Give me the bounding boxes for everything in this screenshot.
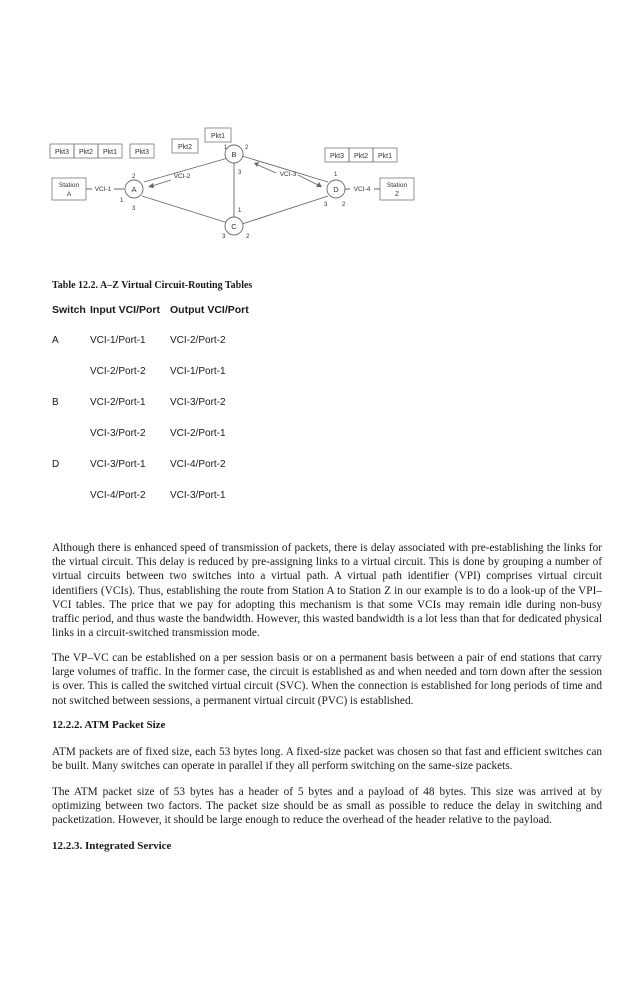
vci-label: VCI-2 [173,173,191,180]
switch-label: B [231,150,237,159]
packet-ab [172,139,198,153]
port-number: 1 [224,145,228,151]
switch-a [125,180,143,198]
packet-group-left [50,144,122,158]
table-cell-input: VCI-2/Port-2 [90,366,146,377]
port-number: 1 [334,172,338,178]
table-cell-output: VCI-1/Port-1 [170,366,226,377]
switch-b [225,145,243,163]
arrow-head [254,162,259,167]
port-number: 3 [132,206,136,212]
port-number: 2 [246,234,250,240]
section-heading: 12.2.3. Integrated Service [52,840,172,852]
table-cell-input: VCI-3/Port-1 [90,459,146,470]
packet-label: Pkt1 [102,149,118,156]
port-number: 3 [222,234,226,240]
arrow-vci [258,165,276,173]
vci-1-label [92,184,114,193]
vci-label: VCI-4 [353,186,371,193]
vci-label: VCI-1 [94,186,112,193]
vci-label: VCI-3 [279,171,297,178]
vci-4-label [350,184,374,193]
station-label: A [66,191,72,198]
switch-d [327,180,345,198]
body-paragraph: The VP–VC can be established on a per session basis or on a permanent basis between a pair of end stations that carry large volumes of traffic. In the former case, the circuit is established as and when needed and torn down after the session is over. This is called the switched virtual circuit (SVC). When the connection is established for long periods of time and not switched between sessions, a permanent virtual circuit (PVC) is established. [52,652,602,707]
port-number: 3 [238,170,242,176]
packet-label: Pkt2 [78,149,94,156]
table-header-output: Output VCI/Port [170,304,249,316]
station-label: Station [386,182,408,189]
station-z [380,178,414,200]
packet-label: Pkt1 [210,133,226,140]
table-header-input: Input VCI/Port [90,304,160,316]
port-number: 2 [342,202,346,208]
switch-label: A [131,185,137,194]
table-cell-output: VCI-2/Port-1 [170,428,226,439]
packet-label: Pkt2 [353,153,369,160]
switch-label: C [231,222,237,231]
port-number: 2 [132,174,136,180]
packet-b [205,128,231,142]
table-cell-output: VCI-2/Port-2 [170,335,226,346]
packet-label: Pkt2 [177,144,193,151]
table-cell-switch: D [52,459,60,470]
arrow-vci [152,180,171,186]
table-cell-input: VCI-3/Port-2 [90,428,146,439]
table-cell-switch: B [52,397,59,408]
table-cell-output: VCI-3/Port-1 [170,490,226,501]
arrow-vci [298,175,318,185]
packet-label: Pkt1 [377,153,393,160]
table-cell-output: VCI-3/Port-2 [170,397,226,408]
port-number: 3 [324,202,328,208]
table-cell-input: VCI-4/Port-2 [90,490,146,501]
packet-group-right [325,148,397,162]
link-switch-b-switch-d [242,156,328,182]
link-switch-c-switch-d [242,196,328,224]
station-label: Z [395,191,399,198]
switch-label: D [333,185,339,194]
port-number: 1 [120,198,124,204]
table-caption: Table 12.2. A–Z Virtual Circuit-Routing Tables [52,280,253,291]
table-cell-input: VCI-1/Port-1 [90,335,146,346]
body-paragraph: The ATM packet size of 53 bytes has a header of 5 bytes and a payload of 48 bytes. This size was arrived at by optimizing between two factors. The packet size should be as small as possible to reduce the delay in switching and packetization. However, it should be large enough to reduce the overhead of the header relative to the payload. [52,786,602,827]
arrow-head [148,183,154,188]
port-number: 2 [245,145,249,151]
switch-c [225,217,243,235]
table-cell-input: VCI-2/Port-1 [90,397,146,408]
vci-2-label [174,173,191,180]
packet-label: Pkt3 [54,149,70,156]
link-switch-a-switch-c [142,196,228,223]
station-a [52,178,86,200]
virtual-circuit-diagram [40,120,610,250]
packet-label: Pkt3 [329,153,345,160]
vci-3-label [280,171,297,178]
port-number: 1 [238,208,242,214]
station-label: Station [58,182,80,189]
packet-label: Pkt3 [134,149,150,156]
table-cell-switch: A [52,335,59,346]
body-paragraph: Although there is enhanced speed of transmission of packets, there is delay associated with pre-establishing the links for the virtual circuit. This delay is reduced by pre-assigning links to a virtual circuit. This is done by grouping a number of virtual circuits between two switches into a virtual path. A virtual path identifier (VPI) comprises virtual circuit identifiers (VCIs). Thus, establishing the route from Station A to Station Z in our example is to do a look-up of the VPI–VCI tables. The price that we pay for adopting this mechanism is that some VCIs may remain idle during non-busy traffic period, and thus waste the bandwidth. However, this wasted bandwidth is a lot less than that for dedicated physical links in a circuit-switched transmission mode. [52,542,602,640]
packet-single-left [130,144,154,158]
table-header-switch: Switch [52,304,86,316]
section-heading: 12.2.2. ATM Packet Size [52,719,166,731]
table-cell-output: VCI-4/Port-2 [170,459,226,470]
body-paragraph: ATM packets are of fixed size, each 53 bytes long. A fixed-size packet was chosen so that fast and efficient switches can be built. Many switches can operate in parallel if they all perform switching on the same-size packets. [52,746,602,773]
